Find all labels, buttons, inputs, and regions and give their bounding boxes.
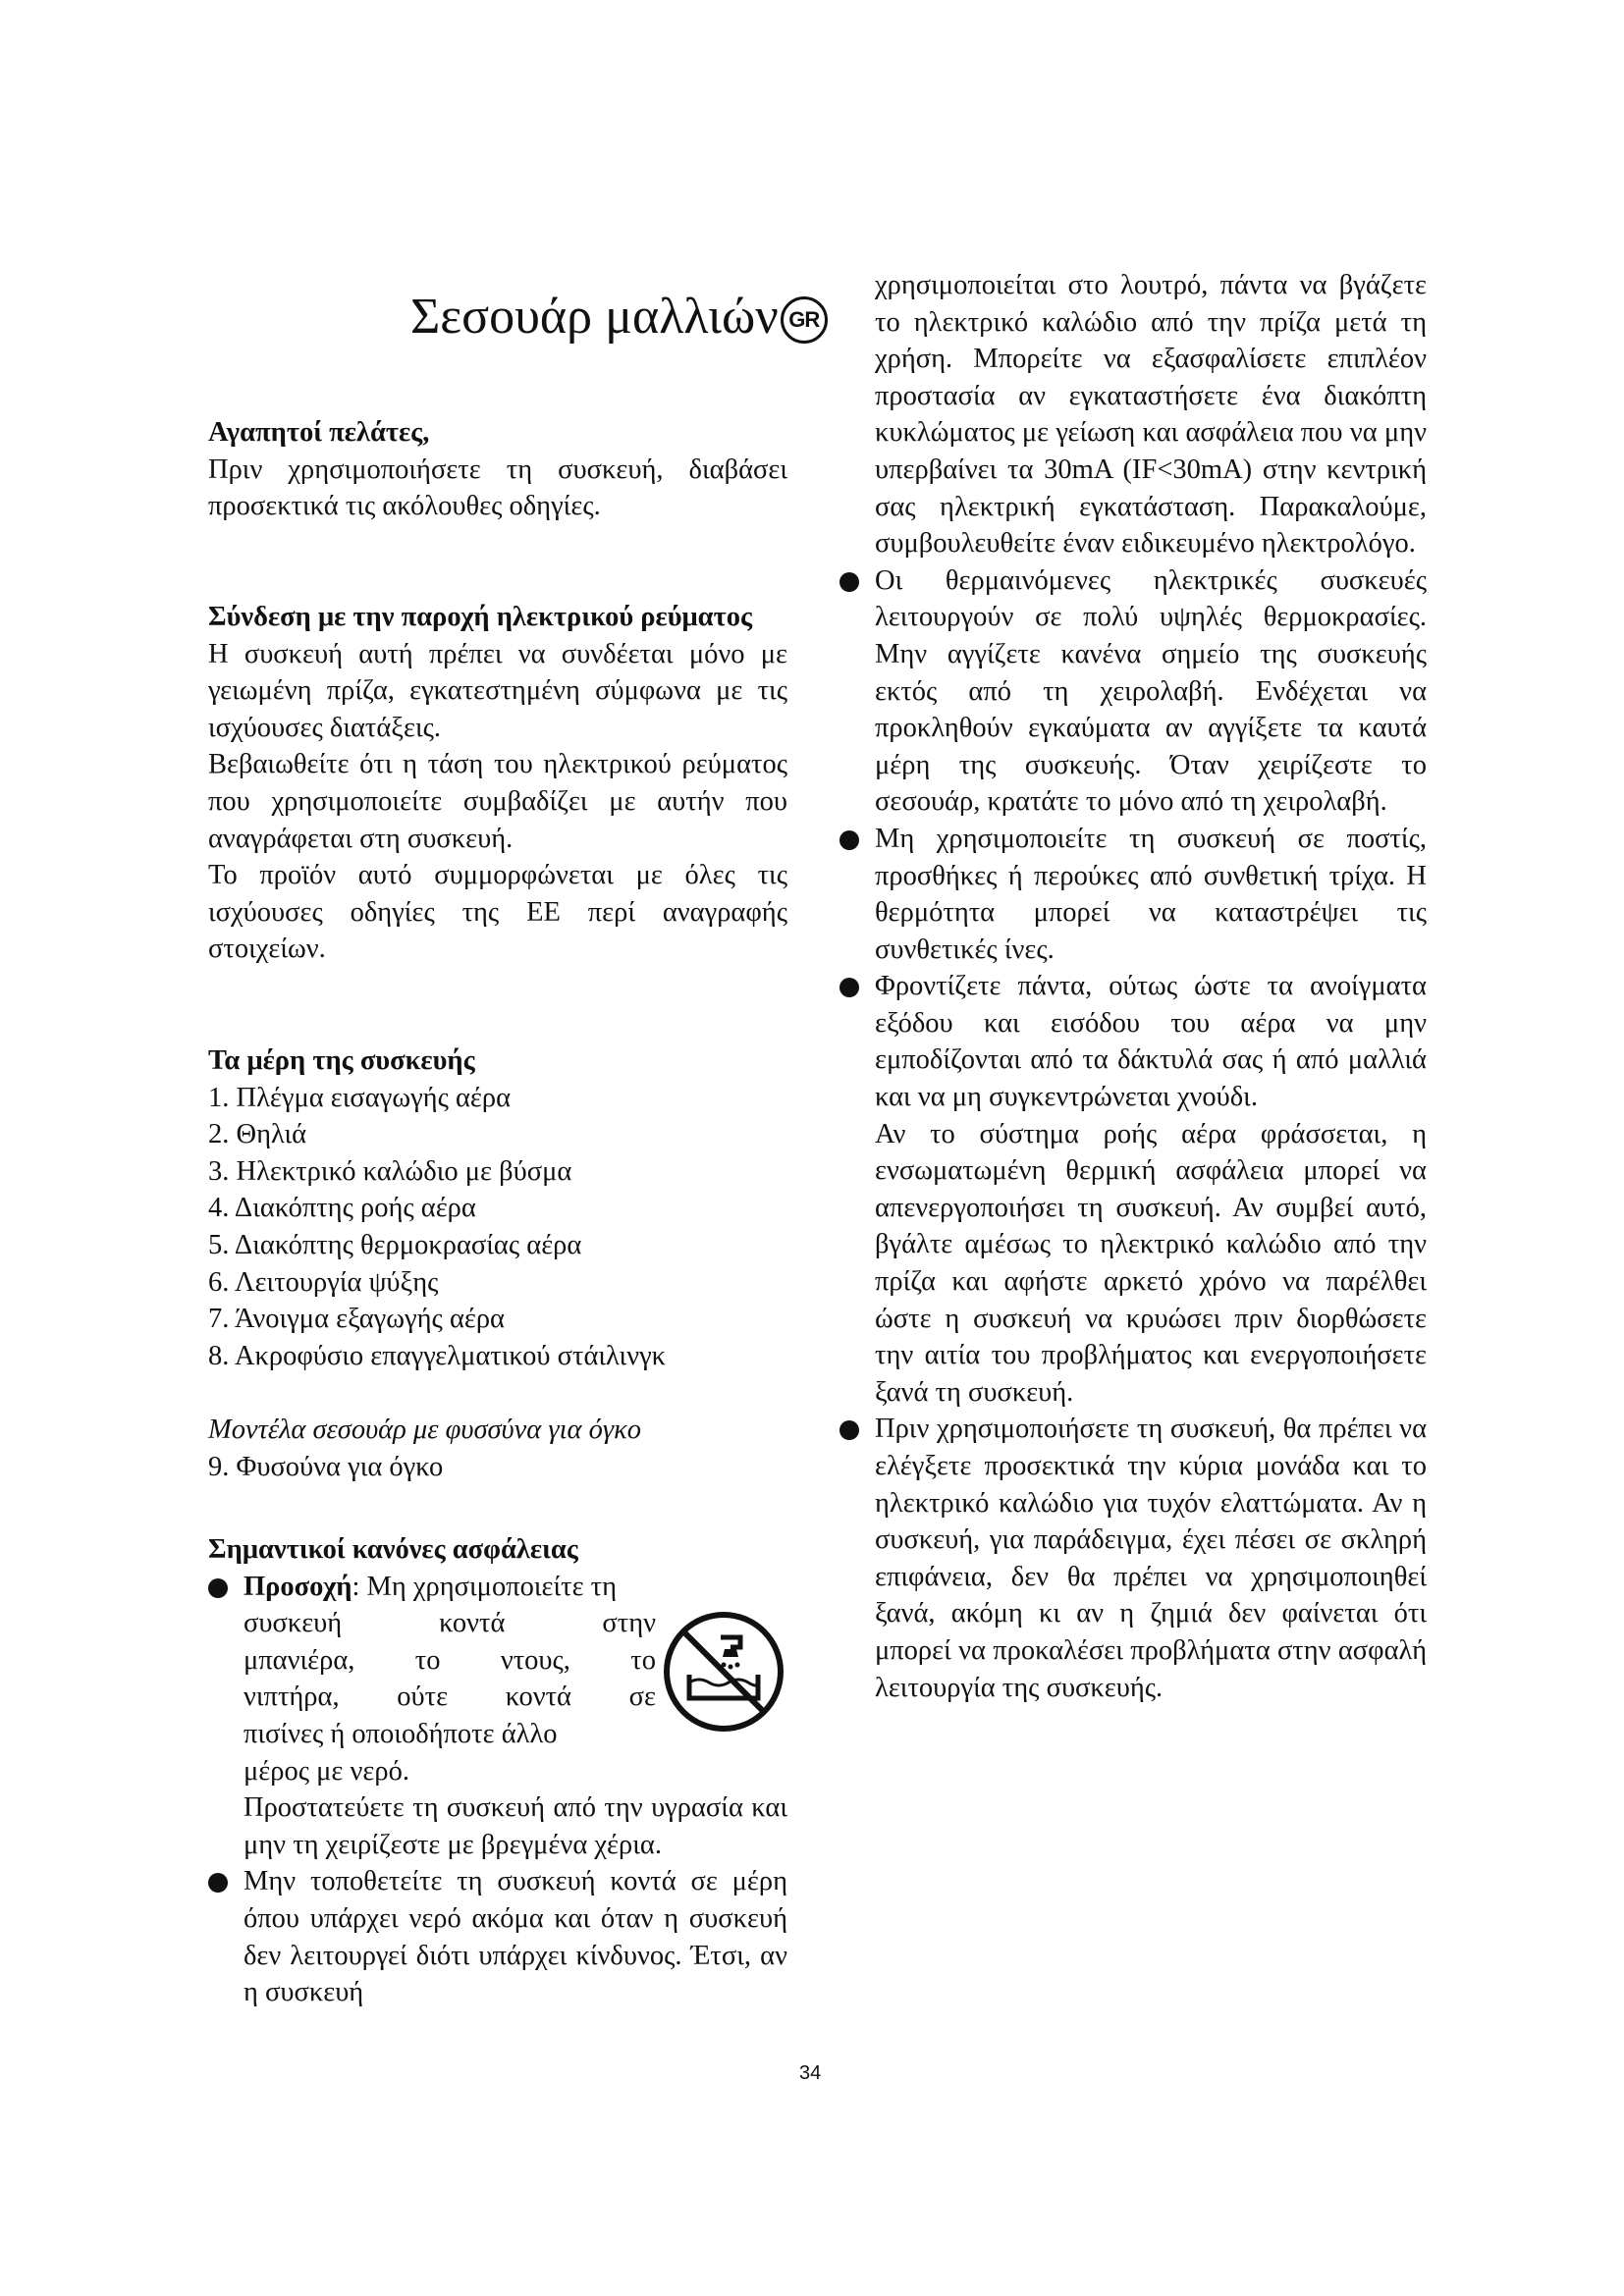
right-content <box>839 267 1427 1706</box>
diffuser-item: 9. Φυσούνα για όγκο <box>208 1451 444 1482</box>
warning-colon: : <box>352 1571 360 1602</box>
country-badge-gr: GR <box>781 296 828 344</box>
parts-item: 8. Ακροφύσιο επαγγελματικού στάιλινγκ <box>208 1340 667 1371</box>
connection-paragraph-3: Το προϊόν αυτό συμμορφώνεται με όλες τις ισχύουσες οδηγίες της ΕΕ περί αναγραφής στοιχείων. <box>208 860 787 965</box>
bullet-icon <box>208 1578 228 1598</box>
connection-paragraph-1: Η συσκευή αυτή πρέπει να συνδέεται μόνο με γειωμένη πρίζα, εγκατεστημένη σύμφωνα με τις ισχύουσες διατάξεις. <box>208 638 787 743</box>
parts-item: 6. Λειτουργία ψύξης <box>208 1266 439 1298</box>
parts-heading: Τα μέρη της συσκευής <box>208 1045 475 1076</box>
bullet-icon <box>839 978 859 997</box>
parts-item: 4. Διακόπτης ροής αέρα <box>208 1193 476 1224</box>
document-title <box>410 288 828 347</box>
warning-paragraph-2: Προστατεύετε τη συσκευή από την υγρασία και μην τη χειρίζεστε με βρεγμένα χέρια. <box>244 1792 787 1860</box>
safety-section <box>208 1531 787 2011</box>
warning-narrow-line: μέρος με νερό. <box>244 1755 409 1787</box>
parts-item: 2. Θηλιά <box>208 1119 307 1150</box>
bullet-icon <box>208 1873 228 1893</box>
right-bullet-2-text: Μη χρησιμοποιείτε τη συσκευή σε ποστίς, προσθήκες ή περούκες από συνθετική τρίχα. Η θερμότητα μπορεί να καταστρέψει τις συνθετικές ίνες. <box>875 823 1427 965</box>
safety-heading: Σημαντικοί κανόνες ασφάλειας <box>208 1534 578 1565</box>
title-text: Σεσουάρ μαλλιών <box>410 288 779 345</box>
warning-narrow-line: νιπτήρα, ούτε κοντά σε <box>244 1682 656 1713</box>
warning-label: Προσοχή <box>244 1571 352 1602</box>
greeting-heading: Αγαπητοί πελάτες, <box>208 417 430 448</box>
parts-item: 1. Πλέγμα εισαγωγής αέρα <box>208 1082 512 1113</box>
connection-section <box>208 599 787 968</box>
safety-bullet-2-text: Μην τοποθετείτε τη συσκευή κοντά σε μέρη όπου υπάρχει νερό ακόμα και όταν η συσκευή δεν λειτουργεί διότι υπάρχει κίνδυνος. Έτσι, αν η συσκευή <box>244 1866 787 2008</box>
connection-heading: Σύνδεση με την παροχή ηλεκτρικού ρεύματος <box>208 602 752 632</box>
continued-paragraph: χρησιμοποιείται στο λουτρό, πάντα να βγάζετε το ηλεκτρικό καλώδιο από την πρίζα μετά τη χρήση. Μπορείτε να εξασφαλίσετε επιπλέον προστασία αν εγκαταστήσετε ένα διακόπτη κυκλώματος με γείωση και ασφάλεια που να μην υπερβαίνει τα 30mA (IF<30mA) στην κεντρική σας ηλεκτρική εγκατάσταση. Παρακαλούμε, συμβουλευθείτε έναν ειδικευμένο ηλεκτρολόγο. <box>875 270 1427 560</box>
warning-narrow-line: πισίνες ή οποιοδήποτε άλλο <box>244 1718 558 1749</box>
greeting-section <box>208 414 787 525</box>
right-bullet-1 <box>839 562 1427 821</box>
parts-item: 3. Ηλεκτρικό καλώδιο με βύσμα <box>208 1155 572 1187</box>
warning-narrow-line: συσκευή κοντά στην <box>244 1608 656 1639</box>
warning-line1: Μη χρησιμοποιείτε τη <box>359 1571 618 1602</box>
parts-item: 7. Άνοιγμα εξαγωγής αέρα <box>208 1304 505 1335</box>
right-bullet-3-paragraph-2: Αν το σύστημα ροής αέρα φράσσεται, η ενσωματωμένη θερμική ασφάλεια μπορεί να απενεργοποιήσει τη συσκευή. Αν συμβεί αυτό, βγάλτε αμέσως το ηλεκτρικό καλώδιο από την πρίζα και αφήστε αρκετό χρόνο να παρέλθει ώστε η συσκευή να κρυώσει πριν διορθώσετε την αιτία του προβλήματος και ενεργοποιήσετε ξανά τη συσκευή. <box>875 1118 1427 1408</box>
no-bath-water-warning-icon <box>660 1608 787 1735</box>
right-bullet-2 <box>839 821 1427 968</box>
connection-paragraph-2: Βεβαιωθείτε ότι η τάση του ηλεκτρικού ρεύματος που χρησιμοποιείτε συμβαδίζει με αυτήν που αναγράφεται στη συσκευή. <box>208 749 787 854</box>
page-number: 34 <box>799 2062 822 2084</box>
warning-narrow-line: μπανιέρα, το ντους, το <box>244 1644 656 1676</box>
safety-bullet-2 <box>208 1863 787 2010</box>
diffuser-heading: Μοντέλα σεσουάρ με φυσσύνα για όγκο <box>208 1415 642 1446</box>
right-bullet-1-text: Οι θερμαινόμενες ηλεκτρικές συσκευές λειτουργούν σε πολύ υψηλές θερμοκρασίες. Μην αγγίζετε κανένα σημείο της συσκευής εκτός από τη χειρολαβή. Ενδέχεται να προκληθούν εγκαύματα αν αγγίξετε τα καυτά μέρη της συσκευής. Όταν χειρίζεστε το σεσουάρ, κρατάτε το μόνο από τη χειρολαβή. <box>875 564 1427 818</box>
right-bullet-4 <box>839 1411 1427 1706</box>
greeting-text: Πριν χρησιμοποιήσετε τη συσκευή, διαβάσει προσεκτικά τις ακόλουθες οδηγίες. <box>208 454 787 522</box>
bullet-icon <box>839 830 859 850</box>
warning-first-line <box>244 1569 787 1606</box>
parts-item: 5. Διακόπτης θερμοκρασίας αέρα <box>208 1229 582 1260</box>
bullet-icon <box>839 1420 859 1440</box>
right-bullet-3-text: Φροντίζετε πάντα, ούτως ώστε τα ανοίγματα εξόδου και εισόδου του αέρα να μην εμποδίζονται από τα δάκτυλά σας ή από μαλλιά και να μη συγκεντρώνεται χνούδι. <box>875 971 1427 1113</box>
right-bullet-3 <box>839 968 1427 1411</box>
safety-warning-bullet <box>208 1569 787 1864</box>
bullet-icon <box>839 572 859 592</box>
parts-section <box>208 1042 787 1486</box>
right-bullet-4-text: Πριν χρησιμοποιήσετε τη συσκευή, θα πρέπει να ελέγξετε προσεκτικά την κύρια μονάδα και το ηλεκτρικό καλώδιο για τυχόν ελαττώματα. Αν η συσκευή, για παράδειγμα, έχει πέσει σε σκληρή επιφάνεια, δεν θα πρέπει να χρησιμοποιηθεί ξανά, ακόμη κι αν η ζημιά δεν φαίνεται ότι μπορεί να προκαλέσει προβλήματα στην ασφαλή λειτουργία της συσκευής. <box>875 1414 1427 1703</box>
